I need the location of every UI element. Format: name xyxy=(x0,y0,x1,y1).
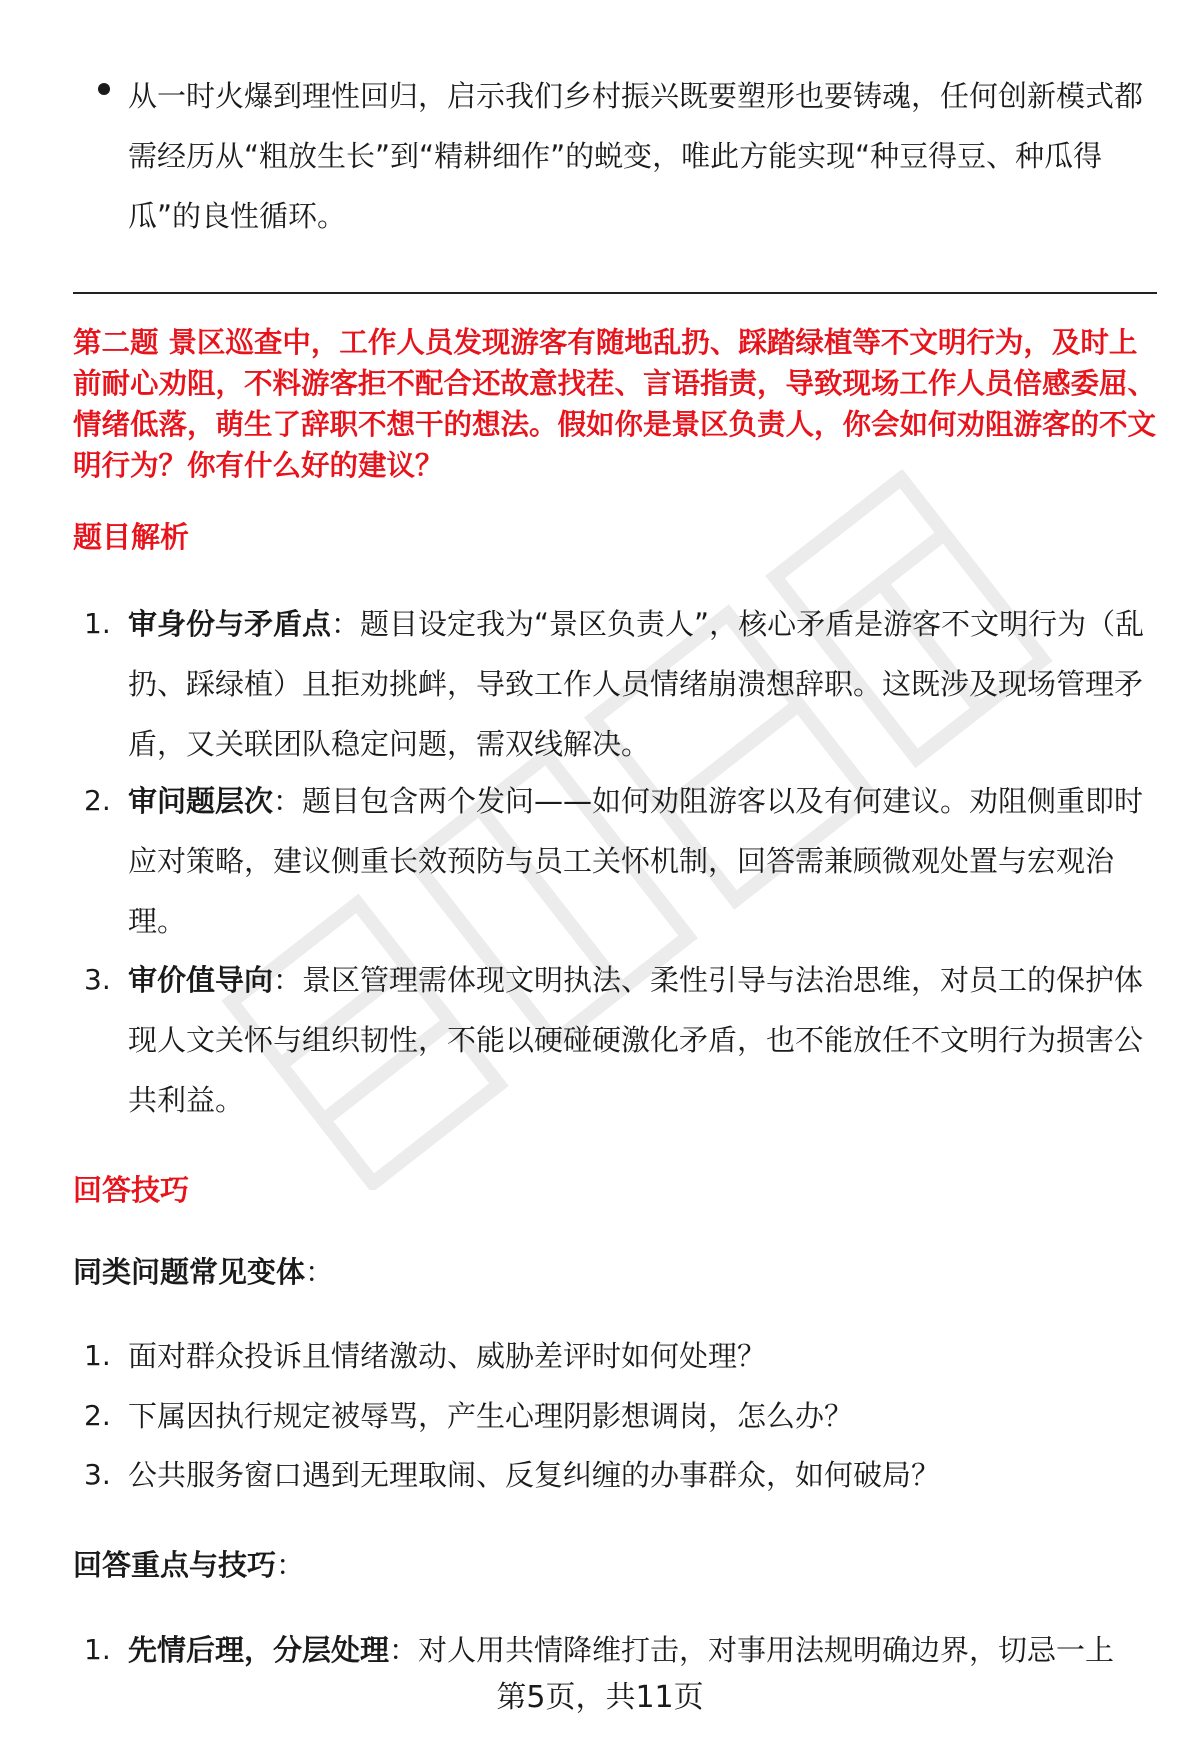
analysis-item-body: 题目包含两个发问——如何劝阻游客以及有何建议。劝阻侧重即时应对策略，建议侧重长效预防与员工关怀机制，回答需兼顾微观处置与宏观治理。 xyxy=(128,784,1144,938)
analysis-item-body: 景区管理需体现文明执法、柔性引导与法治思维，对员工的保护体现人文关怀与组织韧性，不能以硬碰硬激化矛盾，也不能放任不文明行为损害公共利益。 xyxy=(128,963,1144,1117)
section-divider xyxy=(73,292,1157,294)
analysis-item xyxy=(128,771,1148,951)
key-item-head: 先情后理，分层处理 xyxy=(128,1633,390,1667)
analysis-title: 题目解析 xyxy=(73,520,190,554)
key-points-title-text: 回答重点与技巧 xyxy=(73,1548,277,1582)
key-item-number: 1. xyxy=(84,1633,111,1666)
variant-item: 下属因执行规定被辱骂，产生心理阴影想调岗，怎么办？ xyxy=(128,1399,854,1433)
variant-item-number: 2. xyxy=(84,1399,111,1432)
variant-item-number: 1. xyxy=(84,1339,111,1372)
analysis-item-sep: ： xyxy=(273,963,303,997)
page-number: 第5页，共11页 xyxy=(496,1680,704,1715)
analysis-item-number: 1. xyxy=(84,607,111,640)
top-bullet-text: 从一时火爆到理性回归，启示我们乡村振兴既要塑形也要铸魂，任何创新模式都需经历从“粗放生长”到“精耕细作”的蜕变，唯此方能实现“种豆得豆、种瓜得瓜”的良性循环。 xyxy=(128,79,1144,233)
tips-title: 回答技巧 xyxy=(73,1173,190,1207)
key-item xyxy=(128,1620,1148,1680)
analysis-item-sep: ： xyxy=(273,784,303,818)
variant-item: 面对群众投诉且情绪激动、威胁差评时如何处理？ xyxy=(128,1339,767,1373)
analysis-item-number: 2. xyxy=(84,784,111,817)
analysis-item-head: 审身份与矛盾点 xyxy=(128,607,332,641)
variants-title-colon: ： xyxy=(305,1255,335,1289)
key-item-body: 对人用共情降维打击，对事用法规明确边界，切忌一上 xyxy=(418,1633,1115,1667)
bullet-dot-icon xyxy=(98,83,110,95)
question-heading: 第二题 景区巡查中，工作人员发现游客有随地乱扔、踩踏绿植等不文明行为，及时上前耐心劝阻，不料游客拒不配合还故意找茬、言语指责，导致现场工作人员倍感委屈、情绪低落，萌生了辞职不想干的想法。假如你是景区负责人，你会如何劝阻游客的不文明行为？你有什么好的建议？ xyxy=(73,326,1157,482)
variant-item: 公共服务窗口遇到无理取闹、反复纠缠的办事群众，如何破局？ xyxy=(128,1458,941,1492)
variants-title xyxy=(73,1250,334,1291)
variants-title-text: 同类问题常见变体 xyxy=(73,1255,306,1289)
variant-item-number: 3. xyxy=(84,1458,111,1491)
key-points-title xyxy=(73,1543,305,1584)
analysis-item-head: 审问题层次 xyxy=(128,784,274,818)
analysis-item xyxy=(128,950,1148,1130)
analysis-item-body: 题目设定我为“景区负责人”，核心矛盾是游客不文明行为（乱扔、踩绿植）且拒劝挑衅，导致工作人员情绪崩溃想辞职。这既涉及现场管理矛盾，又关联团队稳定问题，需双线解决。 xyxy=(128,607,1145,761)
analysis-item-number: 3. xyxy=(84,963,111,996)
analysis-item xyxy=(128,594,1148,774)
analysis-item-head: 审价值导向 xyxy=(128,963,274,997)
key-item-sep: ： xyxy=(389,1633,419,1667)
analysis-item-sep: ： xyxy=(331,607,361,641)
key-points-title-colon: ： xyxy=(276,1548,306,1582)
